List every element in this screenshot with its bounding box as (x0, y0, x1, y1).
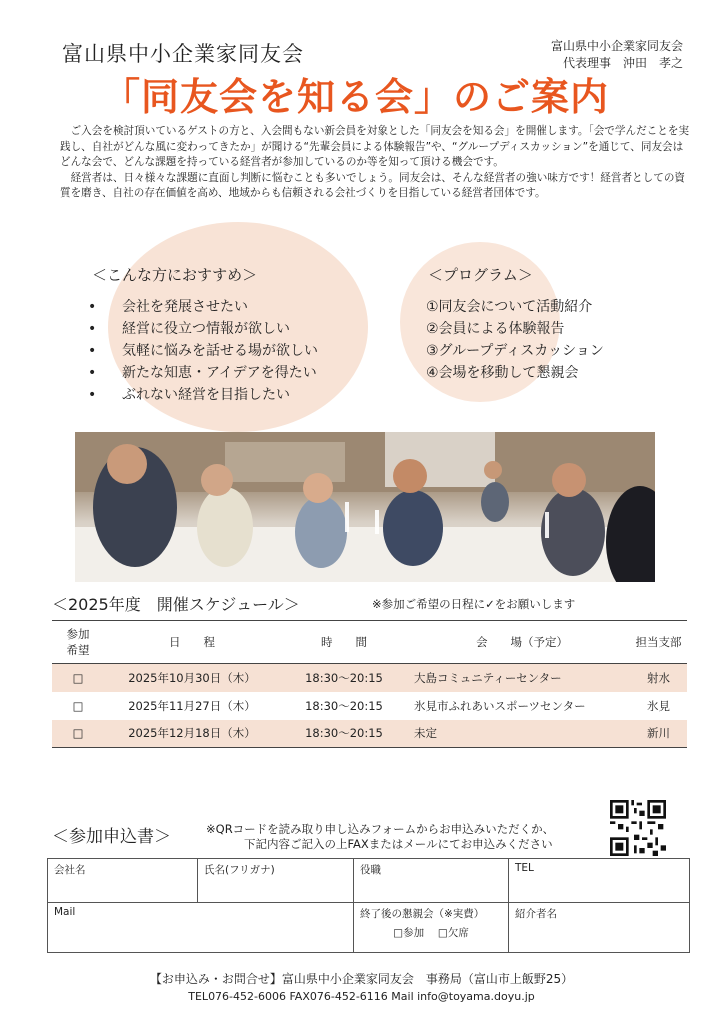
row-venue: 未定 (408, 720, 630, 748)
list-item (88, 296, 318, 318)
contact-line: 【お申込み・お問合せ】富山県中小企業家同友会 事務局（富山市上飯野25） (149, 972, 574, 986)
apply-note-line2: 下記内容ご記入の上FAXまたはメールにてお申込みください (244, 837, 553, 851)
program-item: ④会場を移動して懇親会 (426, 365, 579, 381)
header-branch: 担当支部 (630, 621, 687, 664)
name-label: 氏名(フリガナ) (204, 864, 275, 876)
join-checkbox[interactable]: □ (52, 664, 104, 692)
mail-field[interactable] (48, 903, 354, 953)
header-date: 日 程 (104, 621, 280, 664)
party-label: 終了後の懇親会（※実費） (360, 908, 485, 920)
program-item: ③グループディスカッション (426, 343, 604, 359)
apply-heading: ＜参加申込書＞ (52, 827, 171, 847)
meeting-photo (75, 432, 655, 582)
tel-label: TEL (515, 862, 534, 874)
contact-details: TEL076-452-6006 FAX076-452-6116 Mail info@toyama.doyu.jp (188, 990, 535, 1003)
header-join (52, 621, 104, 664)
bullet-icon: • (88, 321, 97, 337)
row-date: 2025年12月18日（木） (104, 720, 280, 748)
schedule-note: ※参加ご希望の日程に✓をお願いします (372, 597, 576, 611)
program-heading: ＜プログラム＞ (428, 266, 533, 284)
row-time: 18:30～20:15 (280, 720, 408, 748)
row-time: 18:30～20:15 (305, 698, 383, 713)
intro-text (60, 124, 690, 202)
referrer-field[interactable] (509, 903, 690, 953)
list-item-label: 新たな知恵・アイデアを得たい (122, 365, 317, 381)
company-label: 会社名 (54, 864, 86, 876)
qr-code-icon[interactable] (610, 800, 666, 856)
row-branch: 新川 (630, 720, 687, 748)
schedule-heading: ＜2025年度 開催スケジュール＞ (52, 595, 300, 614)
recommend-heading: ＜こんな方におすすめ＞ (92, 266, 258, 284)
page-title: 「同友会を知る会」のご案内 (102, 75, 610, 119)
mail-label: Mail (54, 906, 76, 918)
org-name: 富山県中小企業家同友会 (62, 42, 304, 66)
table-header-row (52, 621, 687, 664)
list-item-label: 会社を発展させたい (122, 299, 248, 315)
position-field[interactable] (354, 859, 509, 903)
bullet-icon: • (88, 365, 97, 381)
company-field[interactable] (48, 859, 198, 903)
list-item-label: ぶれない経営を目指したい (122, 387, 290, 403)
application-form (47, 858, 690, 953)
program-item: ①同友会について活動紹介 (426, 299, 593, 315)
row-branch: 射水 (630, 664, 687, 692)
intro-paragraph-1: ご入会を検討頂いているゲストの方と、入会間もない新会員を対象とした「同友会を知る会」を開催します。「会で学んだことを実践し、自社がどんな風に変わってきたか」が聞ける“先輩会員による体験報告”や、“グループディスカッション”を通じて、同友会はどんな会で、どんな課題を持っている経営者が参加しているのか等を知って頂ける機会です。 (60, 125, 690, 169)
position-label: 役職 (360, 864, 381, 876)
header-join-line2: 希望 (66, 643, 90, 657)
table-row (52, 664, 687, 692)
name-field[interactable] (198, 859, 354, 903)
list-item (88, 384, 318, 406)
tel-field[interactable] (509, 859, 690, 903)
bullet-icon: • (88, 299, 97, 315)
bullet-icon: • (88, 343, 97, 359)
referrer-label: 紹介者名 (515, 908, 557, 920)
header-venue: 会 場（予定） (408, 621, 630, 664)
row-date: 2025年11月27日（木） (128, 698, 256, 713)
apply-note-line1: ※QRコードを読み取り申し込みフォームからお申込みいただくか、 (206, 822, 555, 836)
row-time: 18:30～20:15 (280, 664, 408, 692)
intro-paragraph-2: 経営者は、日々様々な課題に直面し判断に悩むことも多いでしょう。同友会は、そんな経営者の強い味方です！経営者としての資質を磨き、自社の存在価値を高め、地域からも信頼される会社づくりを目指している経営者団体です。 (60, 171, 686, 200)
meeting-photo-illustration (75, 432, 655, 582)
row-branch: 氷見 (647, 698, 670, 713)
bullet-icon: • (88, 387, 97, 403)
program-item: ②会員による体験報告 (426, 321, 565, 337)
table-row (52, 692, 687, 720)
org-name-small: 富山県中小企業家同友会 (550, 39, 683, 53)
party-options[interactable]: □参加 □欠席 (393, 927, 469, 939)
list-item (88, 362, 318, 384)
party-field[interactable] (354, 903, 509, 953)
header-time: 時 間 (280, 621, 408, 664)
recommend-list (88, 296, 318, 406)
row-venue: 大島コミュニティーセンター (408, 664, 630, 692)
form-row (48, 903, 690, 953)
join-checkbox[interactable]: □ (72, 698, 84, 713)
table-row (52, 720, 687, 748)
representative-name: 代表理事 沖田 孝之 (562, 56, 683, 70)
list-item (88, 340, 318, 362)
apply-note (206, 822, 554, 852)
schedule-table (52, 620, 687, 748)
program-list (426, 296, 604, 384)
list-item (88, 318, 318, 340)
header-join-line1: 参加 (66, 627, 90, 641)
list-item-label: 経営に役立つ情報が欲しい (122, 321, 290, 337)
form-row (48, 859, 690, 903)
list-item-label: 気軽に悩みを話せる場が欲しい (122, 343, 318, 359)
join-checkbox[interactable]: □ (52, 720, 104, 748)
row-date: 2025年10月30日（木） (104, 664, 280, 692)
row-venue: 氷見市ふれあいスポーツセンター (414, 698, 586, 713)
